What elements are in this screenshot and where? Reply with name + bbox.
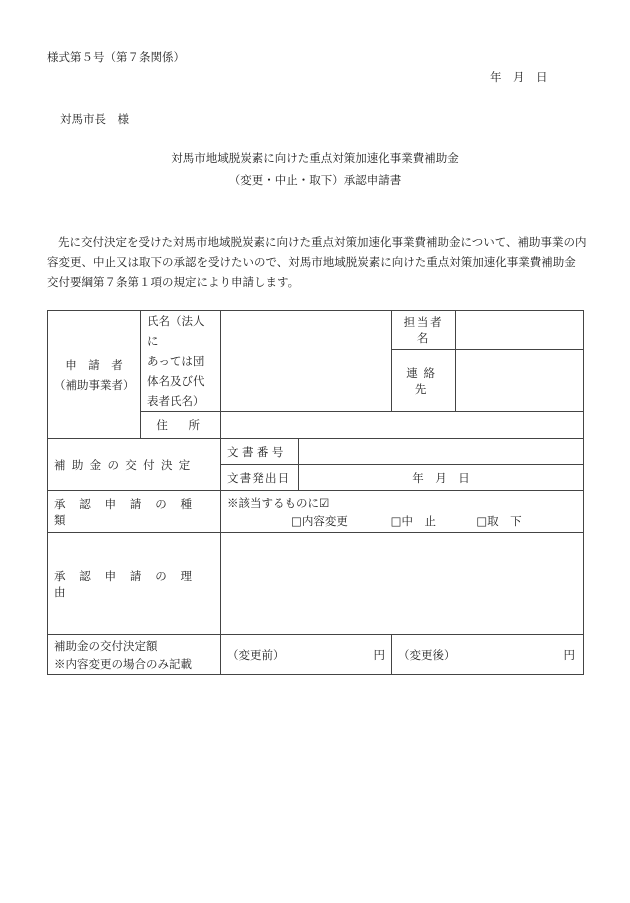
address-label: 住 所 xyxy=(141,412,221,439)
option-change-checkbox[interactable]: □内容変更 xyxy=(291,513,348,528)
date-line: 年 月 日 xyxy=(490,70,548,84)
document-title: 対馬市地域脱炭素に向けた重点対策加速化事業費補助金 xyxy=(171,151,459,165)
applicant-sublabel: （補助事業者） xyxy=(54,377,135,392)
contact-person-input[interactable] xyxy=(456,311,584,350)
name-label-line: 表者氏名） xyxy=(147,394,205,408)
form-number: 様式第５号（第７条関係） xyxy=(47,50,185,64)
contact-person-label: 担当者名 xyxy=(392,311,456,350)
decision-label: 補助金の交付決定 xyxy=(48,439,221,491)
applicant-label: 申 請 者 xyxy=(65,357,123,372)
amount-after-label: （変更後） xyxy=(398,647,456,662)
amount-before-label: （変更前） xyxy=(227,647,285,662)
document-subtitle: （変更・中止・取下）承認申請書 xyxy=(228,173,402,187)
contact-input[interactable] xyxy=(456,350,584,412)
doc-number-input[interactable] xyxy=(299,439,584,465)
addressee: 対馬市長 様 xyxy=(60,112,129,126)
body-paragraph: 先に交付決定を受けた対馬市地域脱炭素に向けた重点対策加速化事業費補助金について、補助事業の内容変更、中止又は取下の承認を受けたいので、対馬市地域脱炭素に向けた重点対策加速化事業費補助金交付要綱第７条第１項の規定により申請します。 xyxy=(47,235,587,289)
contact-label: 連絡先 xyxy=(392,350,456,412)
address-input[interactable] xyxy=(221,412,584,439)
reason-label: 承認申請の理由 xyxy=(48,533,221,635)
name-label-cell xyxy=(141,311,221,412)
issue-date-value[interactable]: 年 月 日 xyxy=(299,465,584,491)
name-label-line: 氏名（法人に xyxy=(147,314,205,348)
name-label-line: あっては団 xyxy=(147,354,205,368)
amount-note: ※内容変更の場合のみ記載 xyxy=(54,656,192,671)
issue-date-label: 文書発出日 xyxy=(221,465,299,491)
name-input[interactable] xyxy=(221,311,392,412)
type-options-cell xyxy=(221,491,584,533)
option-withdraw-checkbox[interactable]: □取 下 xyxy=(476,513,522,528)
amount-label: 補助金の交付決定額 xyxy=(54,638,158,653)
option-stop-checkbox[interactable]: □中 止 xyxy=(390,513,437,528)
amount-label-cell xyxy=(48,635,221,675)
yen-unit: 円 xyxy=(373,648,385,662)
amount-after-cell[interactable] xyxy=(392,635,584,675)
application-form-table xyxy=(47,310,584,675)
name-label-line: 体名及び代 xyxy=(147,374,205,388)
applicant-label-cell xyxy=(48,311,141,439)
amount-before-cell[interactable] xyxy=(221,635,392,675)
type-label: 承認申請の種類 xyxy=(48,491,221,533)
reason-input[interactable] xyxy=(221,533,584,635)
yen-unit: 円 xyxy=(563,648,575,662)
type-note: ※該当するものに☑ xyxy=(227,495,330,510)
doc-number-label: 文書番号 xyxy=(221,439,299,465)
